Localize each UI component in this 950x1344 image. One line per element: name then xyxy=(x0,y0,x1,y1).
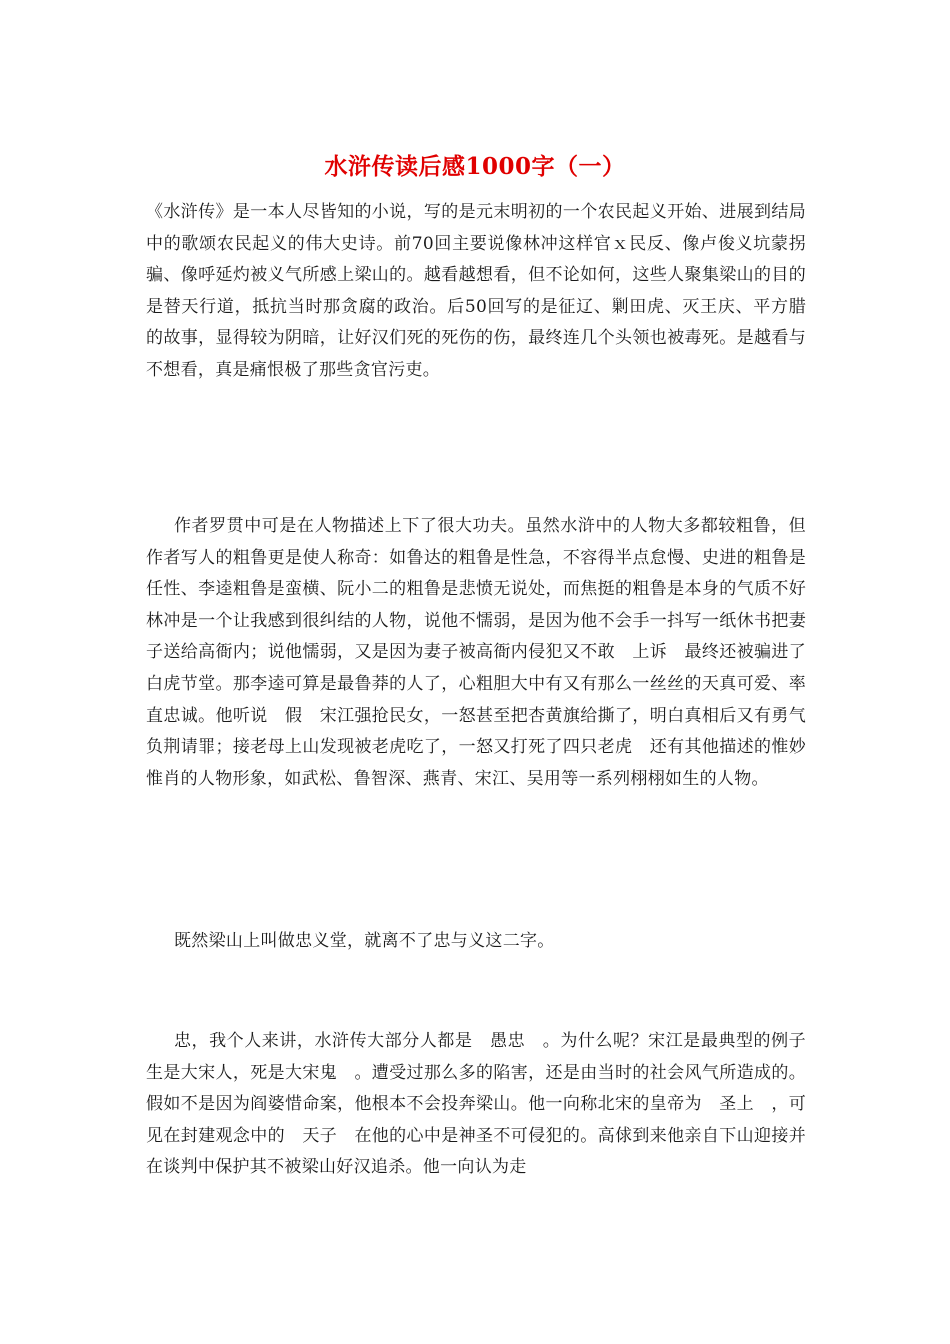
paragraph-2: 作者罗贯中可是在人物描述上下了很大功夫。虽然水浒中的人物大多都较粗鲁，但作者写人的粗鲁更是使人称奇：如鲁达的粗鲁是性急，不容得半点怠慢、史进的粗鲁是任性、李逵粗鲁是蛮横、阮小二的粗鲁是悲愤无说处，而焦挺的粗鲁是本身的气质不好 林冲是一个让我感到很纠结的人物，说他不懦弱，是因为他不会手一抖写一纸休书把妻子送给高衙内；说他懦弱，又是因为妻子被高衙内侵犯又不敢 上诉 最终还被骗进了白虎节堂。那李逵可算是最鲁莽的人了，心粗胆大中有又有那么一丝丝的天真可爱、率直忠诚。他听说 假 宋江强抢民女，一怒甚至把杏黄旗给撕了，明白真相后又有勇气负荆请罪；接老母上山发现被老虎吃了，一怒又打死了四只老虎 还有其他描述的惟妙惟肖的人物形象，如武松、鲁智深、燕青、宋江、吴用等一系列栩栩如生的人物。 xyxy=(146,516,824,789)
paragraph-3: 既然梁山上叫做忠义堂，就离不了忠与义这二字。 xyxy=(174,931,555,951)
paragraph-1: 《水浒传》是一本人尽皆知的小说，写的是元末明初的一个农民起义开始、进展到结局中的歌颂农民起义的伟大史诗。前70回主要说像林冲这样官ｘ民反、像卢俊义坑蒙拐骗、像呼延灼被义气所感上梁山的。越看越想看，但不论如何，这些人聚集梁山的目的是替天行道，抵抗当时那贪腐的政治。后50回写的是征辽、剿田虎、灭王庆、平方腊的故事，显得较为阴暗，让好汉们死的死伤的伤，最终连几个头领也被毒死。是越看与不想看，真是痛恨极了那些贪官污吏。 xyxy=(146,202,806,380)
document-title: 水浒传读后感1000字（一） xyxy=(324,153,626,180)
paragraph-4: 忠，我个人来讲，水浒传大部分人都是 愚忠 。为什么呢？宋江是最典型的例子 生是大宋人，死是大宋鬼 。遭受过那么多的陷害，还是由当时的社会风气所造成的。假如不是因为阎婆惜命案，他根本不会投奔梁山。他一向称北宋的皇帝为 圣上 ，可见在封建观念中的 天子 在他的心中是神圣不可侵犯的。高俅到来他亲自下山迎接并在谈判中保护其不被梁山好汉追杀。他一向认为走 xyxy=(146,1031,824,1178)
